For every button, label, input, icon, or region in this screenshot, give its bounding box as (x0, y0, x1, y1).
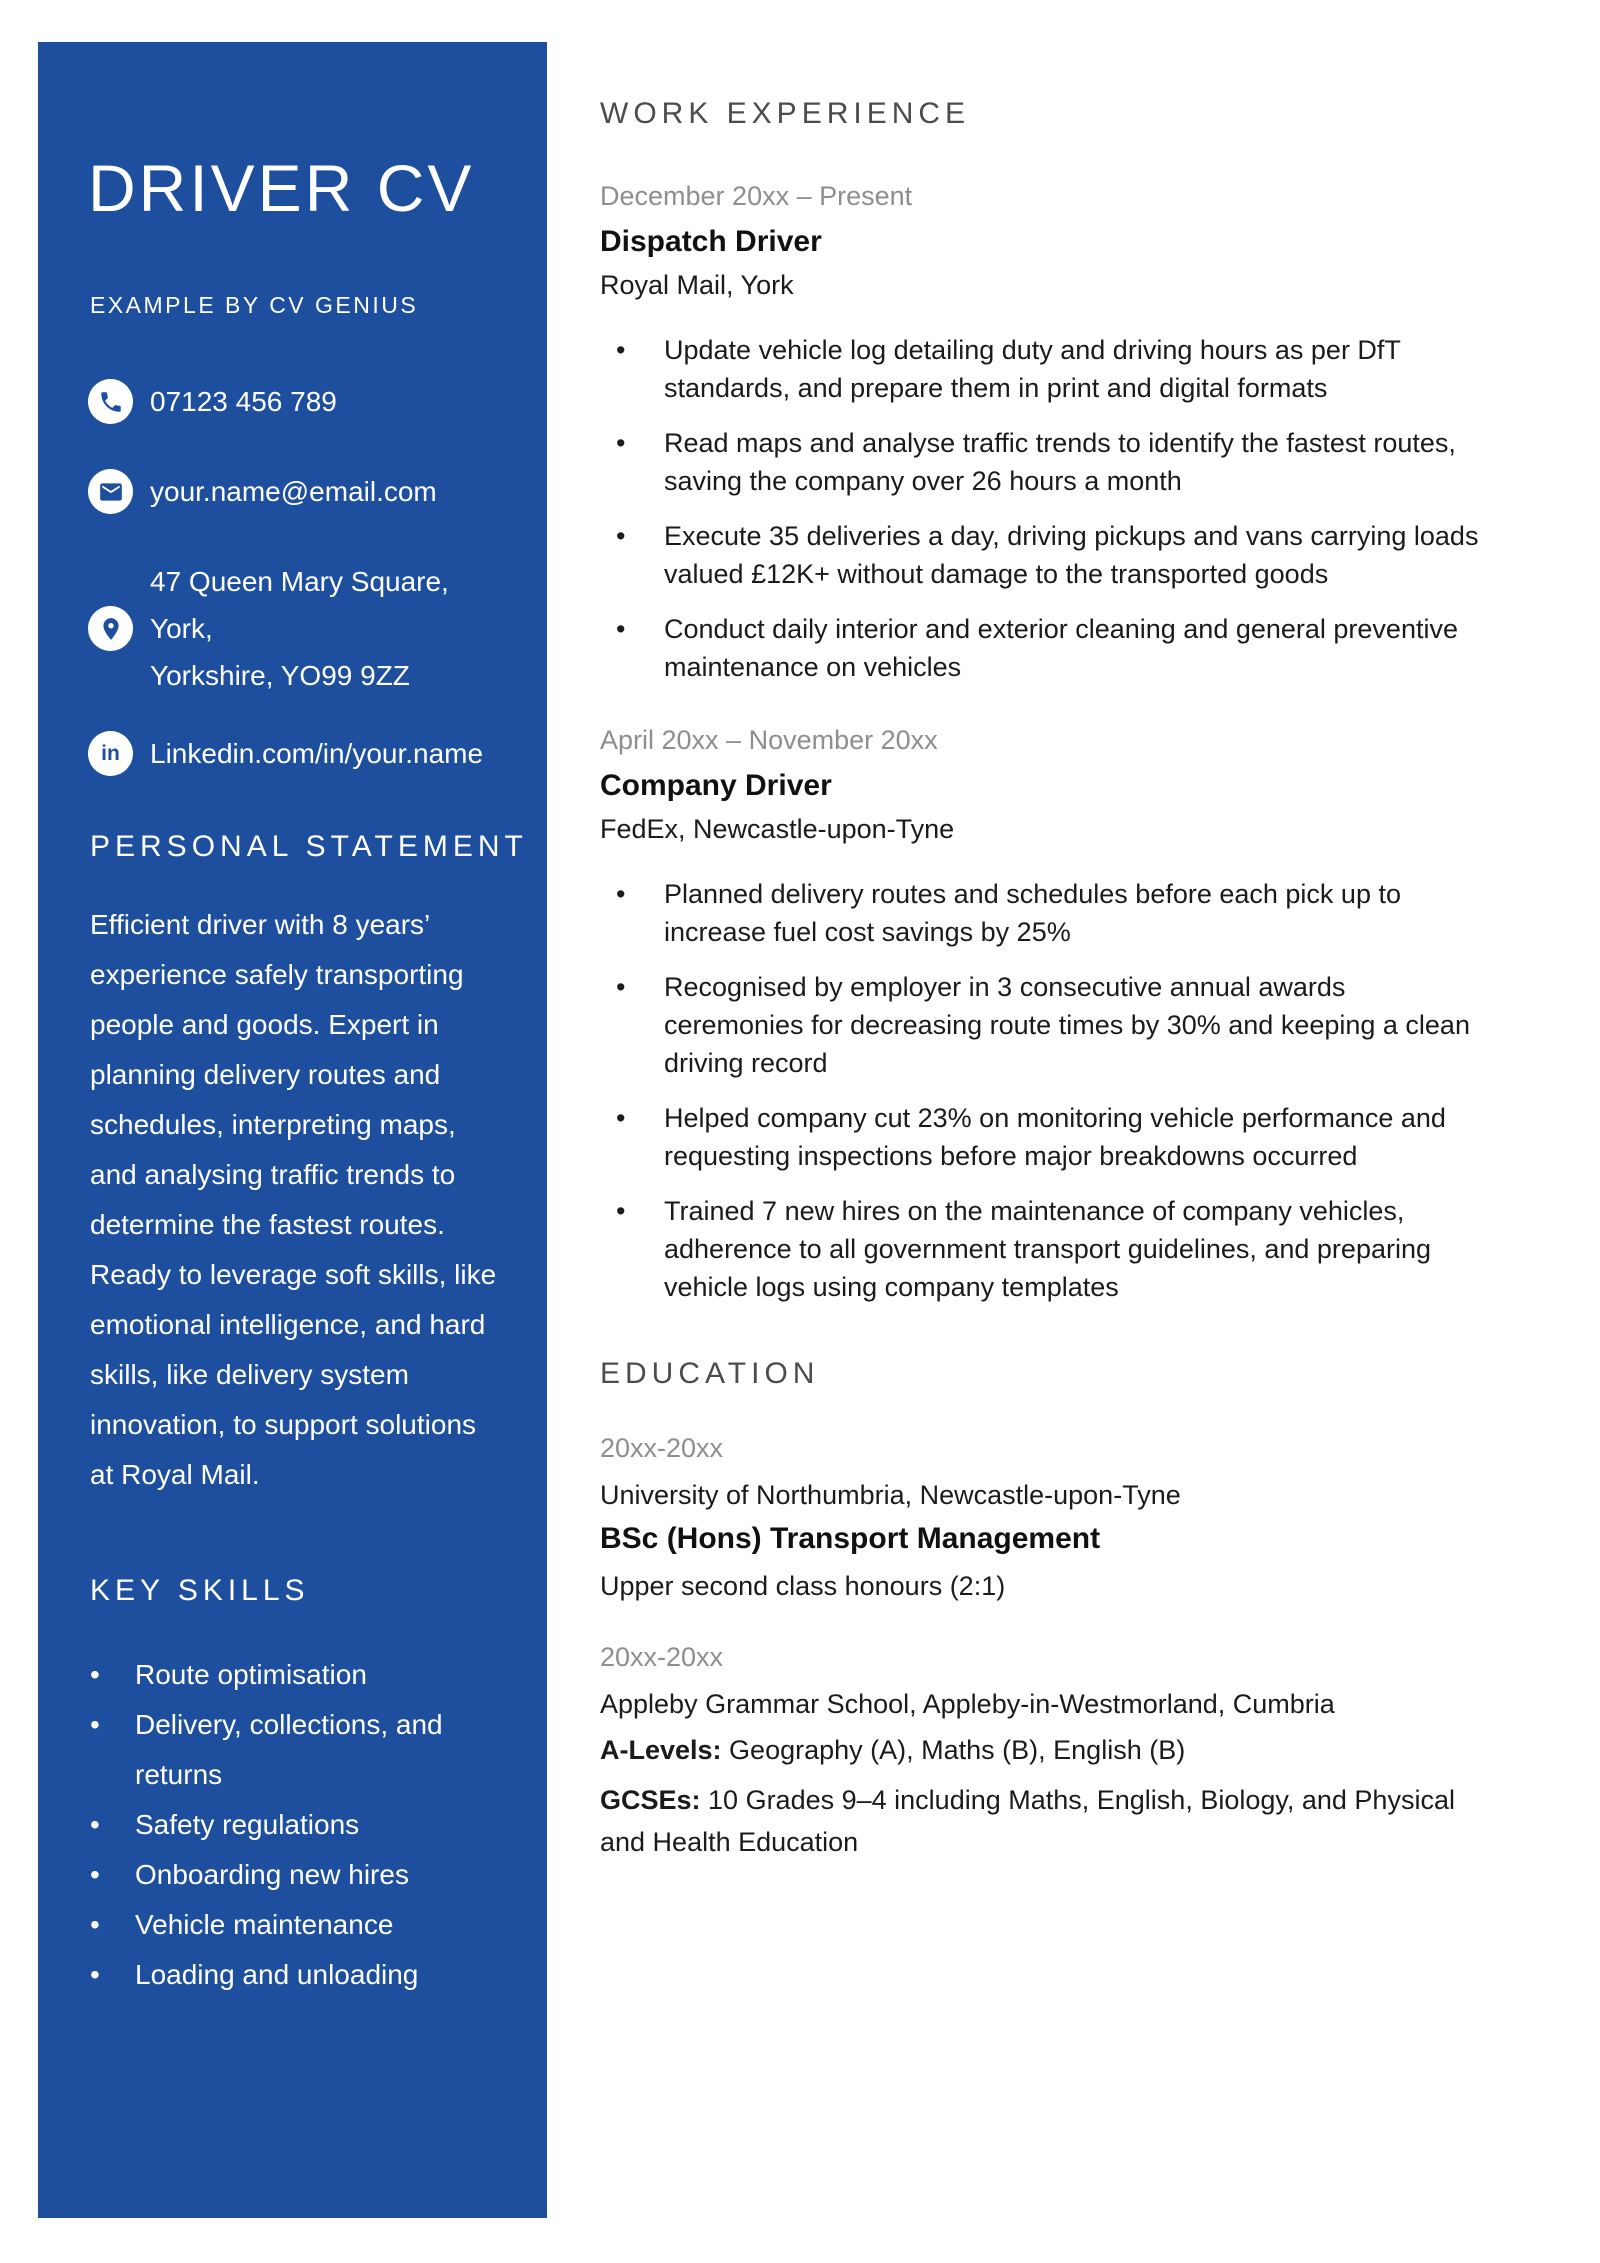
key-skills-heading: KEY SKILLS (90, 1574, 310, 1607)
education-detail-text: Upper second class honours (2:1) (600, 1571, 1006, 1601)
linkedin-icon: in (88, 731, 133, 776)
sidebar (38, 42, 547, 2218)
job-bullet: • Trained 7 new hires on the maintenance of company vehicles, adherence to all government transport guidelines, and preparing vehicle logs using company templates (600, 1192, 1485, 1306)
work-experience-heading: WORK EXPERIENCE (600, 97, 971, 130)
job-bullet: • Conduct daily interior and exterior cleaning and general preventive maintenance on vehicles (600, 610, 1485, 686)
education-detail-label: GCSEs: (600, 1785, 701, 1815)
education-detail-text: 10 Grades 9–4 including Maths, English, Biology, and Physical and Health Education (600, 1785, 1455, 1857)
contact-item (88, 558, 517, 699)
job-bullet: • Read maps and analyse traffic trends to identify the fastest routes, saving the company over 26 hours a month (600, 424, 1485, 500)
job-title: Company Driver (600, 769, 832, 802)
main-column (600, 0, 1485, 1863)
job-bullet-list (600, 875, 1485, 1306)
contact-list (88, 378, 517, 820)
job-entry (600, 180, 1485, 686)
contact-text (150, 558, 517, 699)
contact-text (150, 378, 337, 425)
education-qualification: BSc (Hons) Transport Management (600, 1522, 1101, 1555)
contact-item (88, 730, 517, 777)
education-detail (600, 1779, 1485, 1863)
education-detail (600, 1565, 1485, 1607)
education-section (600, 1432, 1485, 1863)
job-dates: December 20xx – Present (600, 181, 913, 211)
education-entry (600, 1641, 1485, 1863)
education-dates: 20xx-20xx (600, 1642, 724, 1672)
job-bullet: • Execute 35 deliveries a day, driving pickups and vans carrying loads valued £12K+ without damage to the transported goods (600, 517, 1485, 593)
job-employer: Royal Mail, York (600, 270, 794, 300)
phone-icon (88, 379, 133, 424)
contact-text (150, 468, 437, 515)
personal-statement-text: Efficient driver with 8 years’ experience safely transporting people and goods. Expert in planning delivery routes and schedules, interpreting maps, and analysing traffic trends to determine the fastest routes. Ready to leverage soft skills, like emotional intelligence, and hard skills, like delivery system innovation, to support solutions at Royal Mail. (90, 909, 497, 1490)
key-skill-item: • Vehicle maintenance (90, 1900, 517, 1950)
email-icon (88, 469, 133, 514)
cv-title: DRIVER CV (88, 151, 475, 225)
contact-line: 07123 456 789 (150, 386, 337, 417)
contact-line: Linkedin.com/in/your.name (150, 738, 484, 769)
job-bullet: • Update vehicle log detailing duty and driving hours as per DfT standards, and prepare them in print and digital formats (600, 331, 1485, 407)
contact-line: Yorkshire, YO99 9ZZ (150, 660, 410, 691)
key-skill-item: • Delivery, collections, and returns (90, 1700, 517, 1800)
personal-statement-heading: PERSONAL STATEMENT (90, 830, 528, 863)
education-detail-text: Geography (A), Maths (B), English (B) (721, 1735, 1186, 1765)
contact-item (88, 468, 517, 515)
education-detail-label: A-Levels: (600, 1735, 722, 1765)
job-entry (600, 724, 1485, 1306)
education-detail (600, 1729, 1485, 1771)
key-skill-item: • Onboarding new hires (90, 1850, 517, 1900)
key-skill-item: • Route optimisation (90, 1650, 517, 1700)
contact-line: 47 Queen Mary Square, York, (150, 566, 449, 644)
job-bullet-list (600, 331, 1485, 686)
job-bullet: • Planned delivery routes and schedules before each pick up to increase fuel cost savings by 25% (600, 875, 1485, 951)
key-skills-list (90, 1650, 517, 2000)
contact-item (88, 378, 517, 425)
job-employer: FedEx, Newcastle-upon-Tyne (600, 814, 955, 844)
job-dates: April 20xx – November 20xx (600, 725, 938, 755)
job-bullet: • Recognised by employer in 3 consecutive annual awards ceremonies for decreasing route times by 30% and keeping a clean driving record (600, 968, 1485, 1082)
contact-text (150, 730, 483, 777)
education-school: Appleby Grammar School, Appleby-in-Westmorland, Cumbria (600, 1689, 1335, 1719)
education-school: University of Northumbria, Newcastle-upon-Tyne (600, 1480, 1181, 1510)
key-skill-item: • Safety regulations (90, 1800, 517, 1850)
education-heading: EDUCATION (600, 1357, 820, 1390)
contact-line: your.name@email.com (150, 476, 437, 507)
job-title: Dispatch Driver (600, 225, 822, 258)
education-dates: 20xx-20xx (600, 1433, 724, 1463)
work-experience-section (600, 180, 1485, 1306)
key-skill-item: • Loading and unloading (90, 1950, 517, 2000)
cv-subtitle: EXAMPLE BY CV GENIUS (90, 292, 419, 318)
job-bullet: • Helped company cut 23% on monitoring vehicle performance and requesting inspections before major breakdowns occurred (600, 1099, 1485, 1175)
location-icon (88, 606, 133, 651)
education-entry (600, 1432, 1485, 1607)
